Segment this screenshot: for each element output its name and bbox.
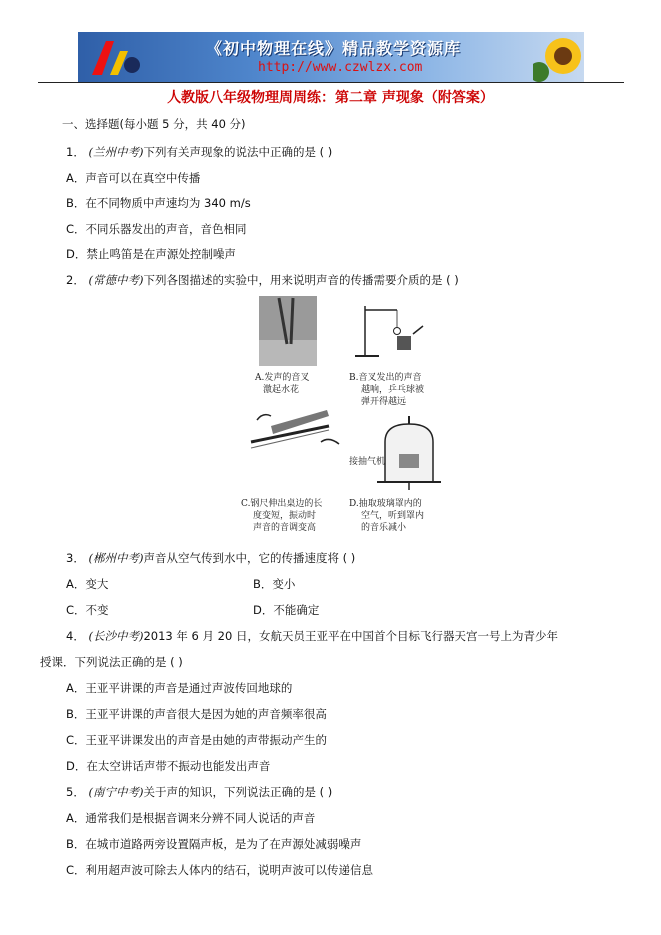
option: B．在不同物质中声速均为 340 m/s (66, 196, 251, 210)
caption-d-line: 空气，听到罩内 (361, 511, 425, 521)
caption-a-line: A.发声的音叉 (255, 373, 310, 383)
caption-c-line: C.钢尺伸出桌边的长 (241, 499, 323, 509)
question-source: (兰州中考) (88, 145, 144, 159)
option: B．变小 (253, 577, 296, 591)
tuning-fork-icon (397, 336, 411, 350)
section-heading: 一、选择题(每小题 5 分，共 40 分) (62, 117, 246, 131)
option: C．王亚平讲课发出的声音是由她的声带振动产生的 (66, 733, 328, 747)
hand-icon (321, 439, 339, 444)
bell-jar-icon (385, 424, 433, 482)
hand-icon (257, 415, 271, 420)
question-source: (南宁中考) (88, 785, 144, 799)
sunflower-icon (533, 32, 584, 82)
option: A．通常我们是根据音调来分辨不同人说话的声音 (66, 811, 316, 825)
site-title: 《初中物理在线》精品教学资源库 (206, 39, 462, 58)
question-number: 1． (66, 145, 85, 159)
question-stem-cont: 授课．下列说法正确的是 ( ) (40, 655, 183, 669)
question-stem: 下列有关声现象的说法中正确的是 ( ) (143, 145, 333, 159)
header-divider (38, 82, 624, 83)
question-source: (郴州中考) (88, 551, 144, 565)
caption-b-line: 越响，乒乓球被 (361, 385, 425, 395)
caption-b-line: 弹开得越远 (361, 397, 407, 407)
option: B．在城市道路两旁设置隔声板，是为了在声源处减弱噪声 (66, 837, 362, 851)
question-5 (66, 784, 332, 800)
question-2 (66, 272, 459, 288)
question-number: 2． (66, 273, 85, 287)
question-stem: 关于声的知识，下列说法正确的是 ( ) (143, 785, 333, 799)
question-source: (长沙中考) (88, 629, 144, 643)
option: D．不能确定 (253, 603, 320, 617)
question-stem: 声音从空气传到水中，它的传播速度将 ( ) (143, 551, 356, 565)
caption-c-line: 声音的音调变高 (253, 523, 317, 533)
header-banner (78, 32, 584, 82)
question-source: (常德中考) (88, 273, 144, 287)
caption-a-line: 激起水花 (263, 385, 300, 395)
ball-icon (394, 328, 401, 335)
question-number: 4． (66, 629, 85, 643)
option: C．不同乐器发出的声音，音色相同 (66, 222, 247, 236)
option: A．声音可以在真空中传播 (66, 171, 201, 185)
site-logo (84, 35, 144, 79)
question-4 (66, 628, 558, 644)
question-number: 3． (66, 551, 85, 565)
caption-c-line: 度变短，振动时 (253, 511, 317, 521)
question-3 (66, 550, 355, 566)
option: D．在太空讲话声带不振动也能发出声音 (66, 759, 271, 773)
pump-label: 接抽气机 (349, 457, 386, 467)
option: C．利用超声波可除去人体内的结石，说明声波可以传递信息 (66, 863, 374, 877)
option: A．变大 (66, 577, 109, 591)
question-number: 5． (66, 785, 85, 799)
table-icon (271, 410, 329, 434)
speaker-icon (399, 454, 419, 468)
question-stem: 下列各图描述的实验中，用来说明声音的传播需要介质的是 ( ) (143, 273, 459, 287)
question-1 (66, 144, 332, 160)
experiment-figure (237, 292, 457, 542)
caption-d-line: 的音乐减小 (361, 523, 407, 533)
option: D．禁止鸣笛是在声源处控制噪声 (66, 247, 236, 261)
document-title: 人教版八年级物理周周练：第二章 声现象（附答案） (167, 90, 494, 106)
question-stem: 2013 年 6 月 20 日，女航天员王亚平在中国首个目标飞行器天宫一号上为青少年 (143, 629, 558, 643)
caption-b-line: B.音叉发出的声音 (349, 373, 422, 383)
option: B．王亚平讲课的声音很大是因为她的声音频率很高 (66, 707, 327, 721)
site-url: http://www.czwlzx.com (258, 60, 423, 75)
option: A．王亚平讲课的声音是通过声波传回地球的 (66, 681, 293, 695)
caption-d-line: D.抽取玻璃罩内的 (349, 499, 422, 509)
option: C．不变 (66, 603, 109, 617)
